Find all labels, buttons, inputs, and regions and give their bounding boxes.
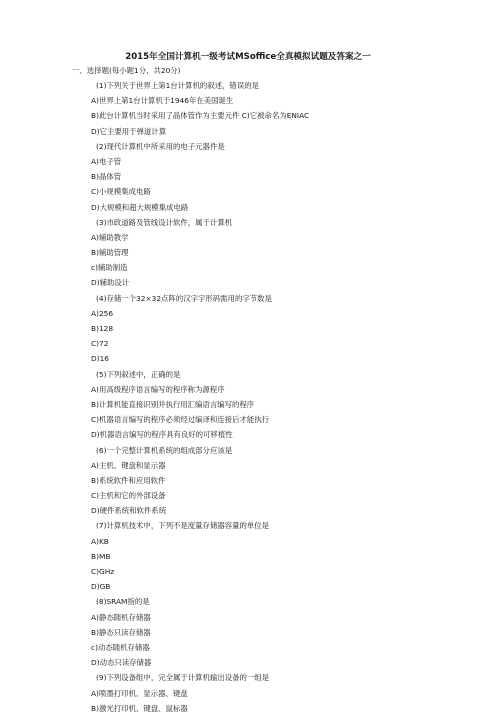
question-text: (2)现代计算机中所采用的电子元器件是	[96, 141, 225, 151]
answer-option: B)此台计算机当时采用了晶体管作为主要元件 C)它被命名为ENIAC	[91, 111, 310, 121]
answer-option: D)机器语言编写的程序具有良好的可移植性	[91, 430, 233, 440]
answer-option: B)辅助管理	[91, 248, 129, 258]
question-text: (9)下列设备组中，完全属于计算机输出设备的一组是	[96, 673, 270, 683]
answer-option: C)72	[91, 339, 109, 349]
answer-option: A)静态随机存储器	[91, 612, 151, 622]
answer-option: B)激光打印机、键盘、鼠标器	[91, 703, 188, 713]
question-text: (6)一个完整计算机系统的组成部分应该是	[96, 445, 233, 455]
answer-option: A)KB	[91, 536, 109, 546]
answer-option: c)辅助制造	[91, 263, 128, 273]
answer-option: C)GHz	[91, 567, 115, 576]
answer-option: B)系统软件和应用软件	[91, 475, 166, 485]
question-text: (7)计算机技术中，下列不是度量存储器容量的单位是	[96, 521, 270, 531]
answer-option: B)静态只读存储器	[91, 627, 151, 637]
answer-option: A)256	[91, 308, 114, 318]
answer-option: A)喷墨打印机、显示器、键盘	[91, 688, 188, 698]
answer-option: D)辅助设计	[91, 278, 130, 288]
answer-option: B)MB	[91, 551, 111, 561]
answer-option: A)世界上第1台计算机于1946年在美国诞生	[91, 96, 234, 106]
question-list	[0, 78, 496, 716]
answer-option: B)计算机能直接识别并执行用汇编语言编写的程序	[91, 399, 255, 409]
answer-option: D)动态只读存储器	[91, 658, 152, 668]
answer-option: A)电子管	[91, 156, 122, 166]
answer-option: D)GB	[91, 582, 111, 592]
answer-option: C)主机和它的外部设备	[91, 491, 166, 501]
answer-option: C)小规模集成电路	[91, 187, 151, 197]
question-text: (1)下列关于世界上第1台计算机的叙述，错误的是	[96, 81, 259, 90]
document-title: 2015年全国计算机一级考试MSoffice全真模拟试题及答案之一	[125, 52, 371, 62]
answer-option: A)辅助教学	[91, 232, 129, 242]
answer-option: B)晶体管	[91, 172, 122, 182]
answer-option: C)机器语言编写的程序必须经过编译和连接后才能执行	[91, 415, 270, 425]
question-text: (8)SRAM指的是	[96, 597, 150, 607]
answer-option: D)16	[91, 354, 109, 364]
section-heading: 一、选择题(每小题1分，共20分)	[72, 66, 181, 75]
answer-option: D)大规模和超大规模集成电路	[91, 202, 189, 212]
question-text: (4)存储一个32×32点阵的汉字字形码需用的字节数是	[96, 293, 272, 303]
question-text: (5)下列叙述中，正确的是	[96, 369, 181, 379]
answer-option: A)用高级程序语言编写的程序称为源程序	[91, 384, 225, 394]
question-text: (3)市政道路及管线设计软件，属于计算机	[96, 217, 233, 227]
answer-option: A)主机、键盘和显示器	[91, 460, 166, 470]
answer-option: D)硬件系统和软件系统	[91, 506, 167, 516]
answer-option: c)动态随机存储器	[91, 642, 150, 652]
answer-option: B)128	[91, 324, 114, 333]
answer-option: D)它主要用于弹道计算	[91, 126, 167, 136]
